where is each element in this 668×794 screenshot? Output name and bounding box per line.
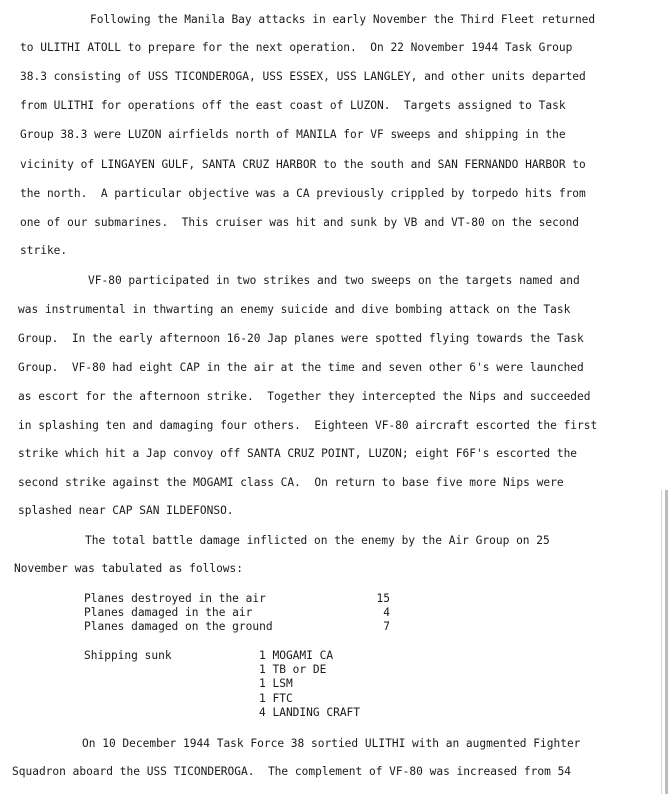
p1-line-1: Following the Manila Bay attacks in early November the Third Fleet returned [90,13,596,26]
planes-row-label: Planes destroyed in the air [84,592,266,605]
p3-line-2: November was tabulated as follows: [14,562,244,575]
shipping-item: 1 LSM [259,677,293,690]
p2-line-1: VF-80 participated in two strikes and two sweeps on the targets named and [88,274,580,287]
p1-line-9: strike. [20,244,68,257]
p1-line-2: to ULITHI ATOLL to prepare for the next operation. On 22 November 1944 Task Group [20,41,573,54]
p2-line-7: strike which hit a Jap convoy off SANTA CRUZ POINT, LUZON; eight F6F's escorted the [18,447,578,460]
p1-line-8: one of our submarines. This cruiser was hit and sunk by VB and VT-80 on the second [20,216,580,229]
p4-line-1: On 10 December 1944 Task Force 38 sortied ULITHI with an augmented Fighter [82,737,581,750]
p4-line-2: Squadron aboard the USS TICONDEROGA. The complement of VF-80 was increased from 54 [12,765,572,778]
planes-row-label: Planes damaged on the ground [84,620,273,633]
p1-line-7: the north. A particular objective was a CA previously crippled by torpedo hits from [20,187,586,200]
p2-line-2: was instrumental in thwarting an enemy suicide and dive bombing attack on the Task [18,303,571,316]
p2-line-9: splashed near CAP SAN ILDEFONSO. [18,504,234,517]
p2-line-5: as escort for the afternoon strike. Together they intercepted the Nips and succeeded [18,390,591,403]
p2-line-8: second strike against the MOGAMI class CA. On return to base five more Nips were [18,476,564,489]
planes-row-label: Planes damaged in the air [84,606,253,619]
planes-row-value: 4 [383,606,390,619]
planes-row-value: 15 [376,592,390,605]
shipping-item: 4 LANDING CRAFT [259,706,361,719]
page-edge-line [661,490,662,794]
p1-line-3: 38.3 consisting of USS TICONDEROGA, USS ESSEX, USS LANGLEY, and other units departed [20,70,586,83]
p1-line-6: vicinity of LINGAYEN GULF, SANTA CRUZ HARBOR to the south and SAN FERNANDO HARBOR to [20,158,586,171]
planes-row-value: 7 [383,620,390,633]
p1-line-5: Group 38.3 were LUZON airfields north of MANILA for VF sweeps and shipping in the [20,128,566,141]
p1-line-4: from ULITHI for operations off the east coast of LUZON. Targets assigned to Task [20,99,566,112]
p2-line-3: Group. In the early afternoon 16-20 Jap planes were spotted flying towards the Task [18,332,584,345]
shipping-item: 1 FTC [259,692,293,705]
p2-line-4: Group. VF-80 had eight CAP in the air at the time and seven other 6's were launched [18,361,584,374]
shipping-label: Shipping sunk [84,649,172,662]
p3-line-1: The total battle damage inflicted on the enemy by the Air Group on 25 [85,534,550,547]
p2-line-6: in splashing ten and damaging four others. Eighteen VF-80 aircraft escorted the first [18,419,598,432]
shipping-item: 1 TB or DE [259,663,327,676]
shipping-item: 1 MOGAMI CA [259,649,334,662]
